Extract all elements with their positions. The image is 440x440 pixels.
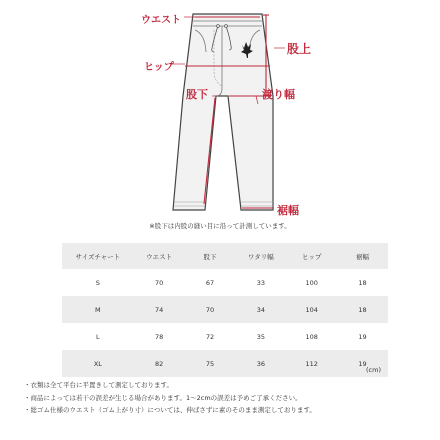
cell-inseam: 70 bbox=[185, 296, 236, 323]
inseam-note: ※股下は内股の縫い目に沿って計測しています。 bbox=[149, 222, 291, 230]
leg-width-label: 渡り幅 bbox=[262, 88, 295, 101]
hem-width-label: 裾幅 bbox=[277, 204, 299, 217]
note-item: ・商品によっては若干の誤差が生じる場合があります。1〜2cmの誤差は予めご了承ください。 bbox=[24, 393, 302, 402]
cell-hem-width: 19 bbox=[337, 323, 388, 350]
note-item: ・総ゴム仕様のウエスト（ゴム上がり寸）については、伸ばさずに素のそのまま測定しております。 bbox=[24, 406, 316, 414]
rise-label: 股上 bbox=[287, 42, 312, 56]
inseam-label: 股下 bbox=[186, 88, 208, 101]
cell-waist: 82 bbox=[134, 350, 185, 377]
header-leg-width: ワタリ幅 bbox=[235, 243, 286, 269]
size-chart-table bbox=[62, 243, 388, 377]
cell-leg-width: 36 bbox=[235, 350, 286, 377]
cell-inseam: 72 bbox=[185, 323, 236, 350]
cell-hip: 112 bbox=[286, 350, 337, 377]
cell-inseam: 67 bbox=[185, 269, 236, 296]
cell-waist: 74 bbox=[134, 296, 185, 323]
table-row bbox=[62, 269, 388, 296]
header-waist: ウエスト bbox=[134, 243, 185, 269]
header-inseam: 股下 bbox=[185, 243, 236, 269]
cell-size: XL bbox=[62, 350, 134, 377]
header-size-chart: サイズチャート bbox=[62, 243, 134, 269]
cell-inseam: 75 bbox=[185, 350, 236, 377]
hip-label: ヒップ bbox=[144, 62, 174, 73]
cell-hem-width: 18 bbox=[337, 269, 388, 296]
cell-leg-width: 33 bbox=[235, 269, 286, 296]
cell-waist: 78 bbox=[134, 323, 185, 350]
note-item: ・衣類は全て平台に平置きして測定しております。 bbox=[24, 381, 173, 389]
cell-hip: 104 bbox=[286, 296, 337, 323]
unit-label: (cm) bbox=[366, 366, 381, 374]
table-row bbox=[62, 323, 388, 350]
table-header-row bbox=[62, 243, 388, 269]
cell-size: M bbox=[62, 296, 134, 323]
notes-list bbox=[24, 379, 316, 417]
cell-hem-width: 19 bbox=[337, 350, 388, 377]
cell-leg-width: 35 bbox=[235, 323, 286, 350]
cell-hip: 108 bbox=[286, 323, 337, 350]
header-hem-width: 裾幅 bbox=[337, 243, 388, 269]
table-row bbox=[62, 296, 388, 323]
pants-outline bbox=[173, 14, 273, 210]
cell-size: S bbox=[62, 269, 134, 296]
cell-size: L bbox=[62, 323, 134, 350]
table-row bbox=[62, 350, 388, 377]
cell-hip: 100 bbox=[286, 269, 337, 296]
cell-hem-width: 18 bbox=[337, 296, 388, 323]
header-hip: ヒップ bbox=[286, 243, 337, 269]
waist-label: ウエスト bbox=[141, 15, 181, 26]
cell-waist: 70 bbox=[134, 269, 185, 296]
cell-leg-width: 34 bbox=[235, 296, 286, 323]
